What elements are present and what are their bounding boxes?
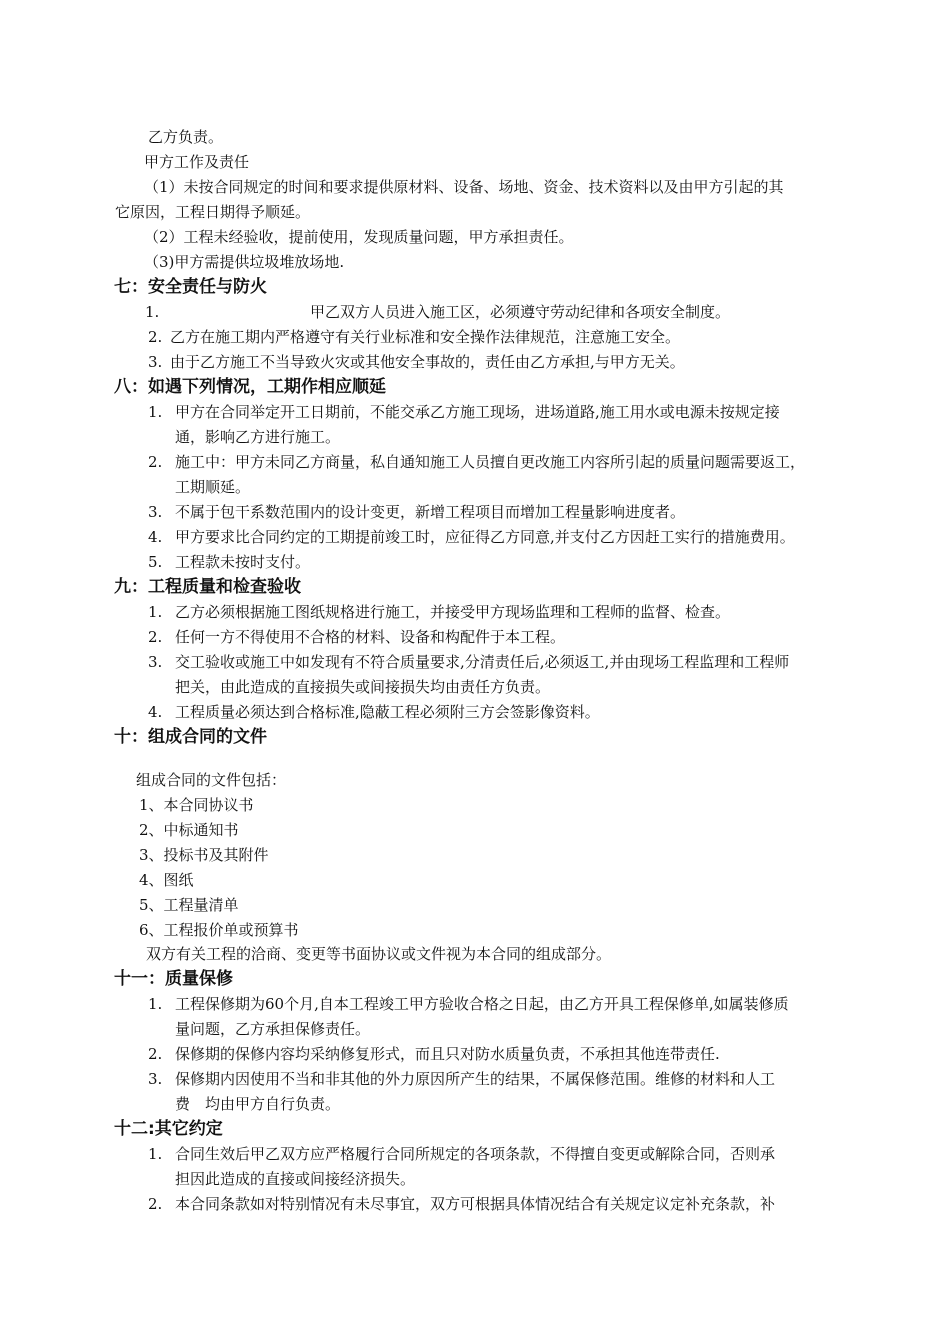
section-12-heading: 十二:其它约定: [114, 1119, 223, 1139]
section-10-heading: 十：组成合同的文件: [114, 727, 267, 747]
jia-item-2: （2）工程未经验收，提前使用，发现质量问题，甲方承担责任。: [144, 228, 574, 246]
section-9-item-2-text: 任何一方不得使用不合格的材料、设备和构配件于本工程。: [175, 628, 566, 646]
section-8-item-2-line-2: 工期顺延。: [175, 478, 251, 496]
section-8-item-4-text: 甲方要求比合同约定的工期提前竣工时，应征得乙方同意,并支付乙方因赶工实行的措施费用。: [175, 528, 795, 546]
section-11-item-2-number: 2.: [148, 1045, 163, 1063]
section-10-outro: 双方有关工程的洽商、变更等书面协议或文件视为本合同的组成部分。: [146, 945, 612, 963]
section-8-item-1-line-1: 甲方在合同举定开工日期前，不能交承乙方施工现场，进场道路,施工用水或电源未按规定接: [175, 403, 780, 421]
section-7-item-3-number: 3.: [148, 353, 163, 371]
section-8-item-5-text: 工程款未按时支付。: [175, 553, 311, 571]
section-9-heading: 九：工程质量和检查验收: [114, 577, 301, 597]
section-9-item-2-number: 2.: [148, 628, 163, 646]
section-9-item-4-text: 工程质量必须达到合格标准,隐蔽工程必须附三方会签影像资料。: [175, 703, 600, 721]
section-9-item-3-line-1: 交工验收或施工中如发现有不符合质量要求,分清责任后,必须返工,并由现场工程监理和工程师: [175, 653, 790, 671]
section-9-item-1-text: 乙方必须根据施工图纸规格进行施工，并接受甲方现场监理和工程师的监督、检查。: [175, 603, 731, 621]
section-12-item-2-number: 2.: [148, 1195, 163, 1213]
section-11-item-1-line-1: 工程保修期为60个月,自本工程竣工甲方验收合格之日起，由乙方开具工程保修单,如属装修质: [175, 995, 789, 1013]
contract-document-item: 6、工程报价单或预算书: [139, 921, 299, 939]
section-8-item-5-number: 5.: [148, 553, 163, 571]
section-11-item-3-line-2: 费 均由甲方自行负责。: [175, 1095, 341, 1113]
section-8-heading: 八：如遇下列情况，工期作相应顺延: [114, 377, 386, 397]
contract-document-item: 2、中标通知书: [139, 821, 239, 839]
jia-item-1-line-1: （1）未按合同规定的时间和要求提供原材料、设备、场地、资金、技术资料以及由甲方引起的其: [144, 178, 784, 196]
section-9-item-4-number: 4.: [148, 703, 163, 721]
jia-item-3: （3)甲方需提供垃圾堆放场地.: [144, 253, 345, 271]
section-7-item-1-text: 甲乙双方人员进入施工区，必须遵守劳动纪律和各项安全制度。: [310, 303, 731, 321]
section-7-item-3-text: 由于乙方施工不当导致火灾或其他安全事故的，责任由乙方承担,与甲方无关。: [170, 353, 685, 371]
section-8-item-4-number: 4.: [148, 528, 163, 546]
section-8-item-1-number: 1.: [148, 403, 163, 421]
jia-item-1-line-2: 它原因，工程日期得予顺延。: [115, 203, 311, 221]
section-9-item-3-line-2: 把关，由此造成的直接损失或间接损失均由责任方负责。: [175, 678, 551, 696]
intro-line: 乙方负责。: [148, 128, 224, 146]
section-7-item-2-text: 乙方在施工期内严格遵守有关行业标准和安全操作法律规范，注意施工安全。: [170, 328, 681, 346]
section-11-item-1-number: 1.: [148, 995, 163, 1013]
section-8-item-2-number: 2.: [148, 453, 163, 471]
contract-document-item: 5、工程量清单: [139, 896, 239, 914]
section-11-item-2-text: 保修期的保修内容均采纳修复形式，而且只对防水质量负责，不承担其他连带责任.: [175, 1045, 720, 1063]
section-7-item-2-number: 2.: [148, 328, 163, 346]
section-12-item-1-line-2: 担因此造成的直接或间接经济损失。: [175, 1170, 416, 1188]
section-10-intro: 组成合同的文件包括：: [136, 771, 287, 789]
section-9-item-1-number: 1.: [148, 603, 163, 621]
section-7-item-1-number: 1.: [145, 303, 160, 321]
section-8-item-3-number: 3.: [148, 503, 163, 521]
contract-document-item: 3、投标书及其附件: [139, 846, 269, 864]
section-11-heading: 十一：质量保修: [114, 969, 233, 989]
section-11-item-3-number: 3.: [148, 1070, 163, 1088]
section-8-item-1-line-2: 通，影响乙方进行施工。: [175, 428, 341, 446]
section-12-item-1-number: 1.: [148, 1145, 163, 1163]
contract-document-item: 4、图纸: [139, 871, 194, 889]
section-11-item-1-line-2: 量问题，乙方承担保修责任。: [175, 1020, 371, 1038]
contract-document-item: 1、本合同协议书: [139, 796, 254, 814]
section-11-item-3-line-1: 保修期内因使用不当和非其他的外力原因所产生的结果，不属保修范围。维修的材料和人工: [175, 1070, 776, 1088]
jia-responsibility-title: 甲方工作及责任: [144, 153, 250, 171]
section-12-item-2-text: 本合同条款如对特别情况有未尽事宜，双方可根据具体情况结合有关规定议定补充条款，补: [175, 1195, 776, 1213]
section-12-item-1-line-1: 合同生效后甲乙双方应严格履行合同所规定的各项条款，不得擅自变更或解除合同，否则承: [175, 1145, 776, 1163]
section-8-item-3-text: 不属于包干系数范围内的设计变更，新增工程项目而增加工程量影响进度者。: [175, 503, 686, 521]
section-7-heading: 七：安全责任与防火: [114, 277, 267, 297]
section-8-item-2-line-1: 施工中：甲方未同乙方商量，私自通知施工人员擅自更改施工内容所引起的质量问题需要返工，: [175, 453, 806, 471]
section-9-item-3-number: 3.: [148, 653, 163, 671]
